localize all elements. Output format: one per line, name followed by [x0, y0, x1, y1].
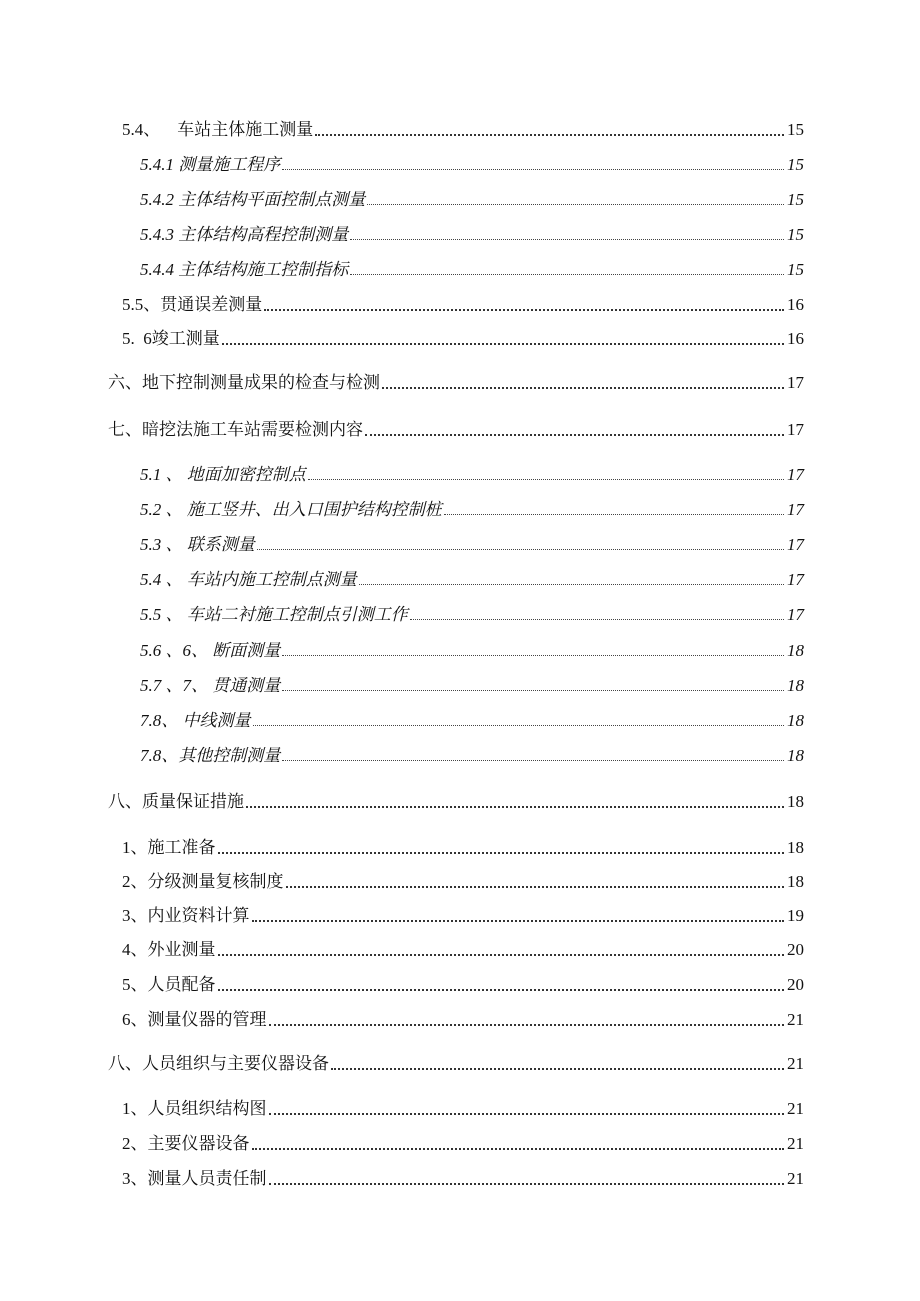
- toc-entry[interactable]: [122, 903, 804, 927]
- toc-entry-title: 5.5、贯通误差测量: [122, 295, 263, 314]
- toc-entry-page: 15: [787, 225, 804, 244]
- toc-entry[interactable]: [122, 1007, 804, 1031]
- toc-entry[interactable]: [122, 937, 804, 961]
- toc-entry-title: 1、人员组织结构图: [122, 1099, 267, 1118]
- toc-entry[interactable]: [140, 152, 804, 176]
- toc-entry-page: 18: [787, 872, 804, 891]
- toc-entry-page: 16: [787, 329, 804, 348]
- toc-entry-page: 15: [787, 120, 804, 139]
- toc-entry-title: 2、主要仪器设备: [122, 1134, 250, 1153]
- toc-entry-page: 17: [787, 570, 804, 589]
- toc-entry-page: 18: [787, 792, 804, 811]
- toc-entry[interactable]: [122, 292, 804, 316]
- dot-leader: [269, 1113, 785, 1115]
- dot-leader: [331, 1068, 784, 1070]
- toc-entry-page: 15: [787, 155, 804, 174]
- toc-entry-title: 6、测量仪器的管理: [122, 1010, 267, 1029]
- toc-entry-title: 5.3 、 联系测量: [140, 535, 255, 554]
- toc-entry[interactable]: [140, 673, 804, 697]
- toc-entry[interactable]: [140, 567, 804, 591]
- dot-leader: [282, 690, 784, 691]
- toc-entry-page: 16: [787, 295, 804, 314]
- dot-leader: [218, 954, 785, 956]
- toc-entry-title: 3、测量人员责任制: [122, 1169, 267, 1188]
- toc-entry[interactable]: [140, 708, 804, 732]
- toc-entry[interactable]: [122, 326, 804, 350]
- toc-entry-page: 21: [787, 1054, 804, 1073]
- dot-leader: [367, 204, 784, 205]
- dot-leader: [282, 169, 784, 170]
- toc-entry-page: 15: [787, 260, 804, 279]
- toc-entry-title: 5.4.2 主体结构平面控制点测量: [140, 190, 366, 209]
- toc-entry-title: 7.8、 中线测量: [140, 711, 251, 730]
- dot-leader: [252, 920, 785, 922]
- dot-leader: [350, 239, 784, 240]
- toc-entry-title: 5.5 、 车站二衬施工控制点引测工作: [140, 605, 408, 624]
- toc-entry-page: 18: [787, 676, 804, 695]
- dot-leader: [246, 806, 784, 808]
- dot-leader: [264, 309, 784, 311]
- toc-entry-page: 21: [787, 1169, 804, 1188]
- toc-entry[interactable]: [122, 869, 804, 893]
- dot-leader: [410, 619, 784, 620]
- toc-entry-title: 5.7 、7、 贯通测量: [140, 676, 281, 695]
- toc-entry-page: 17: [787, 420, 804, 439]
- toc-entry-title: 5.6 、6、 断面测量: [140, 641, 281, 660]
- toc-entry-page: 21: [787, 1010, 804, 1029]
- toc-entry[interactable]: [140, 222, 804, 246]
- toc-entry[interactable]: [122, 972, 804, 996]
- toc-entry-page: 17: [787, 373, 804, 392]
- toc-entry[interactable]: [122, 835, 804, 859]
- toc-entry[interactable]: [140, 462, 804, 486]
- dot-leader: [253, 725, 785, 726]
- dot-leader: [350, 274, 784, 275]
- toc-entry[interactable]: [122, 1131, 804, 1155]
- toc-entry-page: 17: [787, 500, 804, 519]
- toc-entry-title: 5.4.4 主体结构施工控制指标: [140, 260, 349, 279]
- toc-entry-page: 20: [787, 940, 804, 959]
- toc-entry-page: 21: [787, 1099, 804, 1118]
- dot-leader: [218, 989, 785, 991]
- toc-entry[interactable]: [140, 497, 804, 521]
- dot-leader: [286, 886, 785, 888]
- toc-entry[interactable]: [122, 117, 804, 141]
- dot-leader: [282, 760, 784, 761]
- toc-entry-title: 5、人员配备: [122, 975, 216, 994]
- toc-entry[interactable]: [122, 1096, 804, 1120]
- toc-entry-title: 八、人员组织与主要仪器设备: [108, 1054, 329, 1073]
- dot-leader: [218, 852, 785, 854]
- toc-entry[interactable]: [140, 743, 804, 767]
- toc-entry[interactable]: [140, 257, 804, 281]
- toc-entry-page: 21: [787, 1134, 804, 1153]
- toc-entry-title: 1、施工准备: [122, 838, 216, 857]
- toc-entry-page: 18: [787, 838, 804, 857]
- toc-entry-title: 八、质量保证措施: [108, 792, 244, 811]
- dot-leader: [382, 387, 784, 389]
- toc-entry[interactable]: [108, 789, 804, 813]
- toc-entry[interactable]: [140, 602, 804, 626]
- dot-leader: [269, 1024, 785, 1026]
- toc-entry-title: 5.2 、 施工竖井、出入口围护结构控制桩: [140, 500, 442, 519]
- toc-entry-title: 5.4.1 测量施工程序: [140, 155, 281, 174]
- toc-entry[interactable]: [108, 1051, 804, 1075]
- toc-entry-title: 3、内业资料计算: [122, 906, 250, 925]
- dot-leader: [222, 343, 784, 345]
- toc-entry-page: 19: [787, 906, 804, 925]
- toc-entry-title: 5.4.3 主体结构高程控制测量: [140, 225, 349, 244]
- dot-leader: [257, 549, 784, 550]
- dot-leader: [269, 1183, 785, 1185]
- toc-entry-page: 18: [787, 641, 804, 660]
- toc-entry-title: 7.8、其他控制测量: [140, 746, 281, 765]
- toc-entry[interactable]: [140, 187, 804, 211]
- toc-entry-page: 15: [787, 190, 804, 209]
- toc-entry[interactable]: [108, 370, 804, 394]
- toc-entry-page: 17: [787, 605, 804, 624]
- toc-entry-page: 17: [787, 465, 804, 484]
- toc-entry-title: 5.1 、 地面加密控制点: [140, 465, 306, 484]
- dot-leader: [359, 584, 784, 585]
- toc-entry-title: 六、地下控制测量成果的检查与检测: [108, 373, 380, 392]
- toc-entry-title: 5.4、 车站主体施工测量: [122, 120, 314, 139]
- toc-entry-page: 18: [787, 746, 804, 765]
- dot-leader: [252, 1148, 785, 1150]
- toc-entry[interactable]: [108, 417, 804, 441]
- toc-entry-page: 18: [787, 711, 804, 730]
- toc-entry[interactable]: [122, 1166, 804, 1190]
- toc-entry-title: 4、外业测量: [122, 940, 216, 959]
- toc-entry[interactable]: [140, 532, 804, 556]
- dot-leader: [444, 514, 784, 515]
- toc-entry-title: 2、分级测量复核制度: [122, 872, 284, 891]
- toc-entry-title: 5. 6竣工测量: [122, 329, 220, 348]
- dot-leader: [365, 434, 784, 436]
- toc-entry[interactable]: [140, 638, 804, 662]
- dot-leader: [308, 479, 784, 480]
- toc-entry-title: 5.4 、 车站内施工控制点测量: [140, 570, 357, 589]
- toc-entry-page: 20: [787, 975, 804, 994]
- toc-entry-title: 七、暗挖法施工车站需要检测内容: [108, 420, 363, 439]
- dot-leader: [282, 655, 784, 656]
- dot-leader: [315, 134, 784, 136]
- toc-entry-page: 17: [787, 535, 804, 554]
